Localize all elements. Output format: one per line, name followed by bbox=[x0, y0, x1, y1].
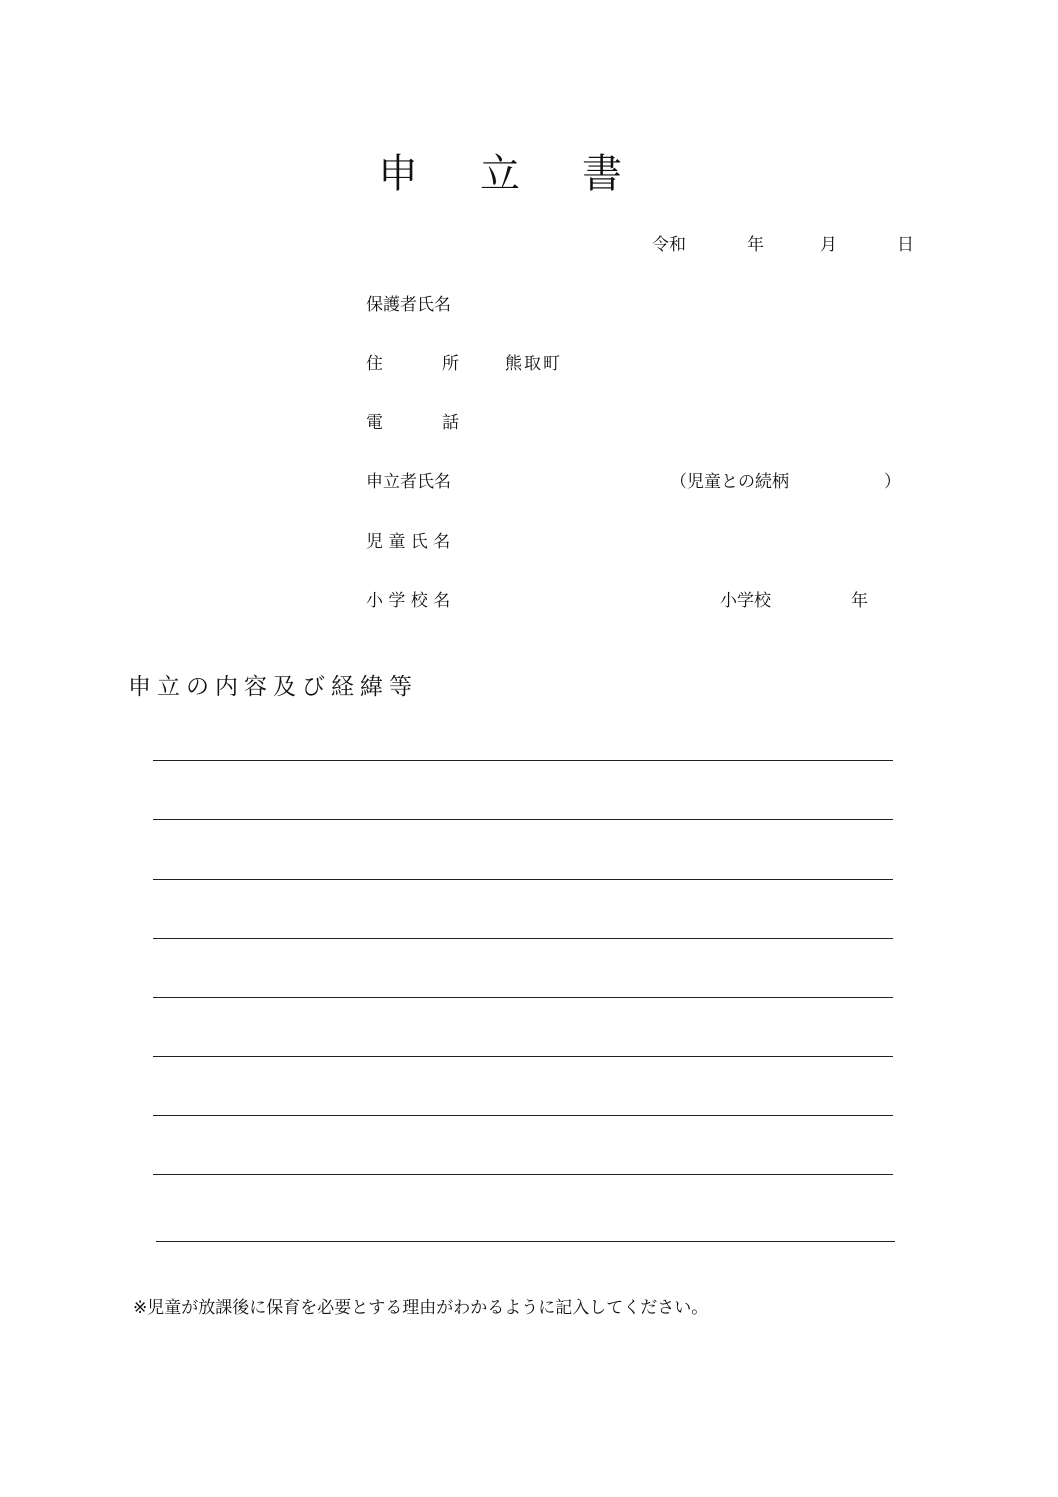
date-day-unit: 日 bbox=[897, 235, 914, 255]
school-suffix: 小学校 bbox=[720, 591, 771, 611]
date-era: 令和 bbox=[652, 235, 686, 255]
school-name-label: 小 学 校 名 bbox=[366, 591, 451, 611]
title-char-1: 申 bbox=[378, 151, 418, 197]
address-value: 熊取町 bbox=[505, 354, 562, 374]
writing-line bbox=[153, 1174, 893, 1175]
writing-line bbox=[153, 1056, 893, 1057]
writing-line bbox=[153, 819, 893, 820]
title-char-2: 立 bbox=[480, 151, 520, 197]
writing-line bbox=[153, 997, 893, 998]
section-heading: 申立の内容及び経緯等 bbox=[128, 674, 418, 700]
child-name-label: 児 童 氏 名 bbox=[366, 532, 451, 552]
phone-label-2: 話 bbox=[442, 413, 459, 433]
writing-line bbox=[153, 1115, 893, 1116]
title-char-3: 書 bbox=[582, 151, 622, 197]
relationship-open: （児童との続柄 bbox=[670, 472, 789, 492]
writing-line bbox=[153, 938, 893, 939]
writing-line bbox=[153, 760, 893, 761]
writing-line bbox=[153, 879, 893, 880]
date-month-unit: 月 bbox=[820, 235, 837, 255]
address-label-2: 所 bbox=[442, 354, 459, 374]
applicant-name-label: 申立者氏名 bbox=[366, 472, 451, 492]
address-label-1: 住 bbox=[366, 354, 383, 374]
footnote: ※児童が放課後に保育を必要とする理由がわかるように記入してください。 bbox=[133, 1298, 709, 1318]
phone-label-1: 電 bbox=[366, 413, 383, 433]
grade-unit: 年 bbox=[851, 591, 868, 611]
writing-line bbox=[156, 1241, 895, 1242]
guardian-name-label: 保護者氏名 bbox=[366, 295, 451, 315]
date-year-unit: 年 bbox=[747, 235, 764, 255]
relationship-close: ） bbox=[884, 472, 901, 492]
